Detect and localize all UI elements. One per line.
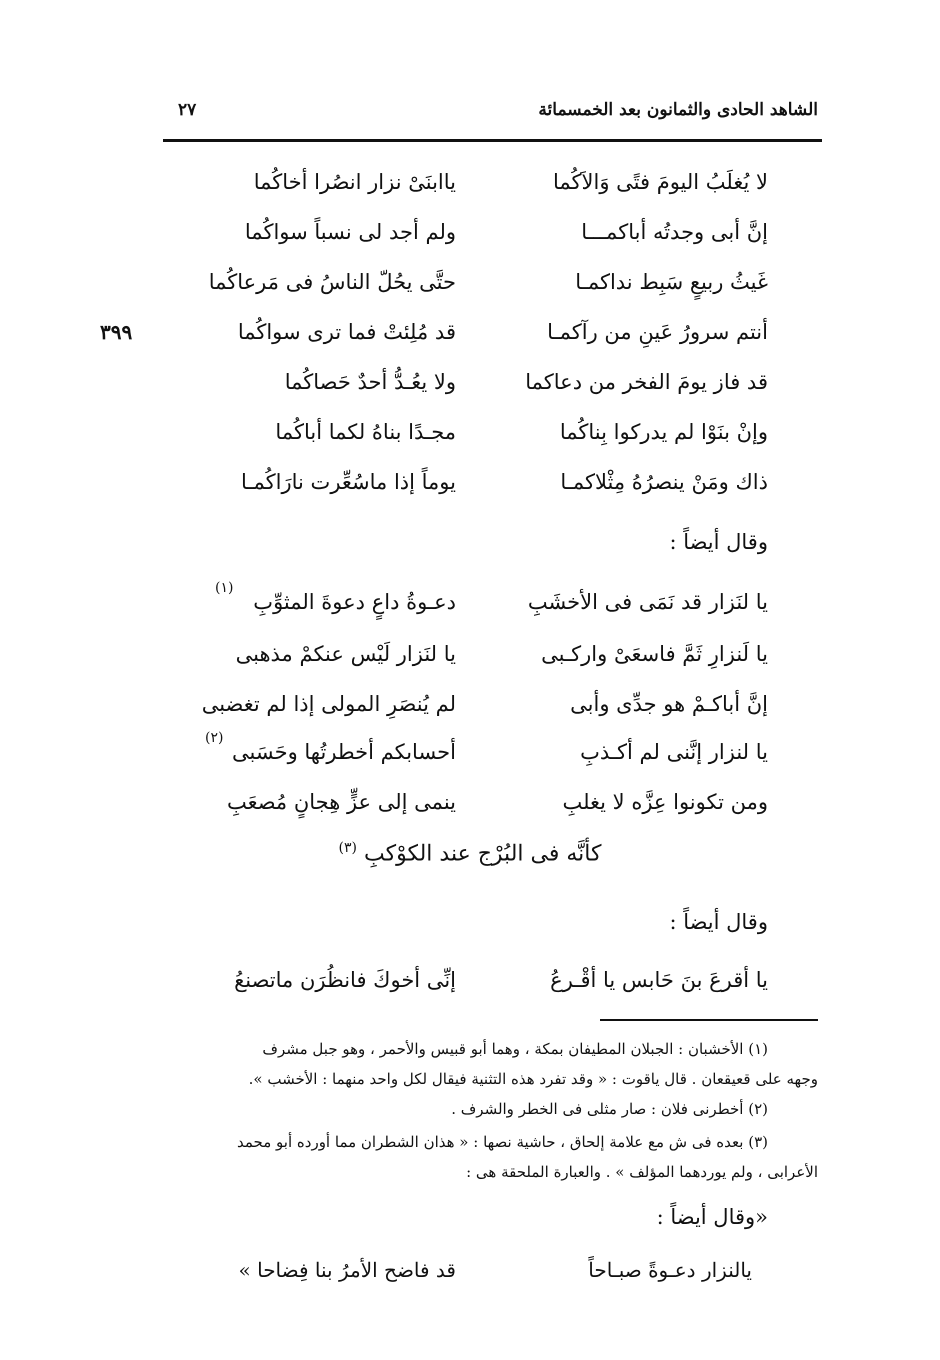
verse-second-half: حتَّى يحُلّ الناسُ فى مَرعاكُما	[208, 270, 456, 294]
verse-second-half: أحسابكم أخطرتُها وحَسَبى	[232, 740, 456, 764]
footnote-marker: (١)	[215, 580, 234, 596]
verse-second-half: دعـوةُ داعٍ دعوةَ المثوِّبِ	[253, 590, 456, 614]
margin-reference-number: ٣٩٩	[100, 320, 133, 344]
verse-second-half: ولا يعُـدُّ أحدٌ حَصاكُما	[284, 370, 456, 394]
footnote-line: (٢) أخطرنى فلان : صار مثلى فى الخطر والشرف .	[451, 1100, 768, 1118]
verse-second-half: ياابنَىْ نزار انصُرا أخاكُما	[253, 170, 456, 194]
verse-second-half: يوماً إذا ماسُعِّرت نارَاكُمـا	[240, 470, 456, 494]
verse-second-half: ولم أجد لى نسباً سواكُما	[244, 220, 456, 244]
verse-first-half: وإنْ بنَوْا لم يدركوا بِناكُما	[559, 420, 768, 444]
footnote-line: (٣) بعده فى ش مع علامة إلحاق ، حاشية نصها : « هذان الشطران مما أورده أبو محمد	[237, 1133, 768, 1151]
section-intro: وقال أيضاً :	[669, 530, 768, 554]
footnote-line: الأعرابى ، ولم يوردهما المؤلف » . والعبارة الملحقة هى :	[466, 1163, 818, 1181]
footnote-marker: (٢)	[205, 730, 224, 746]
header-rule	[163, 139, 822, 142]
verse-second-half: إنِّى أخوكَ فانظُرَن ماتصنعُ	[234, 968, 456, 992]
appendix-second-half: قد فاضح الأمرُ بنا فِضاحا »	[238, 1258, 456, 1282]
verse-second-half: ينمى إلى عزٍّ هِجانٍ مُصعَبِ	[226, 790, 456, 814]
verse-second-half: قد مُلِئتْ فما ترى سواكُما	[237, 320, 456, 344]
verse-first-half: إنَّ أبى وجدتُه أباكمـــا	[581, 220, 768, 244]
footnote-rule	[600, 1019, 818, 1021]
verse-first-half: يا لنَزار قد نَمَى فى الأخشَبِ	[527, 590, 768, 614]
verse-first-half: يا أقرعَ بنَ حَابس يا أقْـرعُ	[550, 968, 768, 992]
page-number: ٢٧	[178, 100, 197, 120]
running-header-title: الشاهد الحادى والثمانون بعد الخمسمائة	[538, 100, 818, 120]
verse-first-half: ذاك ومَنْ ينصرُهُ مِثْلاكمـا	[560, 470, 768, 494]
appendix-intro: «وقال أيضاً :	[656, 1205, 768, 1229]
appendix-first-half: يالنزار دعـوةً صبـاحاً	[588, 1258, 752, 1282]
centered-verse-text: كأنَّه فى البُرْج عند الكوْكبِ	[364, 841, 602, 867]
section-intro: وقال أيضاً :	[669, 910, 768, 934]
centered-verse	[0, 840, 940, 866]
footnote-marker: (٣)	[338, 840, 358, 856]
verse-second-half: مجـدًا بناهُ لكما أباكُما	[275, 420, 456, 444]
verse-first-half: لا يُغلَبُ اليومَ فتًى وَالاَكُما	[552, 170, 768, 194]
verse-first-half: يا لنزار إنَّنى لم أكـذبِ	[580, 740, 768, 764]
footnote-line: (١) الأخشبان : الجبلان المطيفان بمكة ، وهما أبو قبيس والأحمر ، وهو جبل مشرف	[262, 1040, 768, 1058]
verse-first-half: إنَّ أباكـمْ هو جدِّى وأبى	[570, 692, 768, 716]
verse-first-half: غَيثُ ربيعٍ سَبِط نداكمـا	[575, 270, 768, 294]
verse-first-half: قد فاز يومَ الفخر من دعاكما	[525, 370, 768, 394]
verse-first-half: أنتم سرورُ عَينِ من رآكمـا	[547, 320, 768, 344]
verse-second-half: يا لنَزار لَيْس عنكمْ مذهبى	[235, 642, 456, 666]
verse-first-half: يا لَنزارِ ثَمَّ فاسعَىْ واركـبى	[541, 642, 768, 666]
verse-second-half: لم يُنصَرِ المولى إذا لم تغضبى	[201, 692, 456, 716]
verse-first-half: ومن تكونوا عِزَّه لا يغلبِ	[562, 790, 768, 814]
footnote-line: وجهه على قعيقعان . قال ياقوت : « وقد تفرد هذه التثنية فيقال لكل واحد منهما : الأخشب ».	[248, 1070, 818, 1088]
